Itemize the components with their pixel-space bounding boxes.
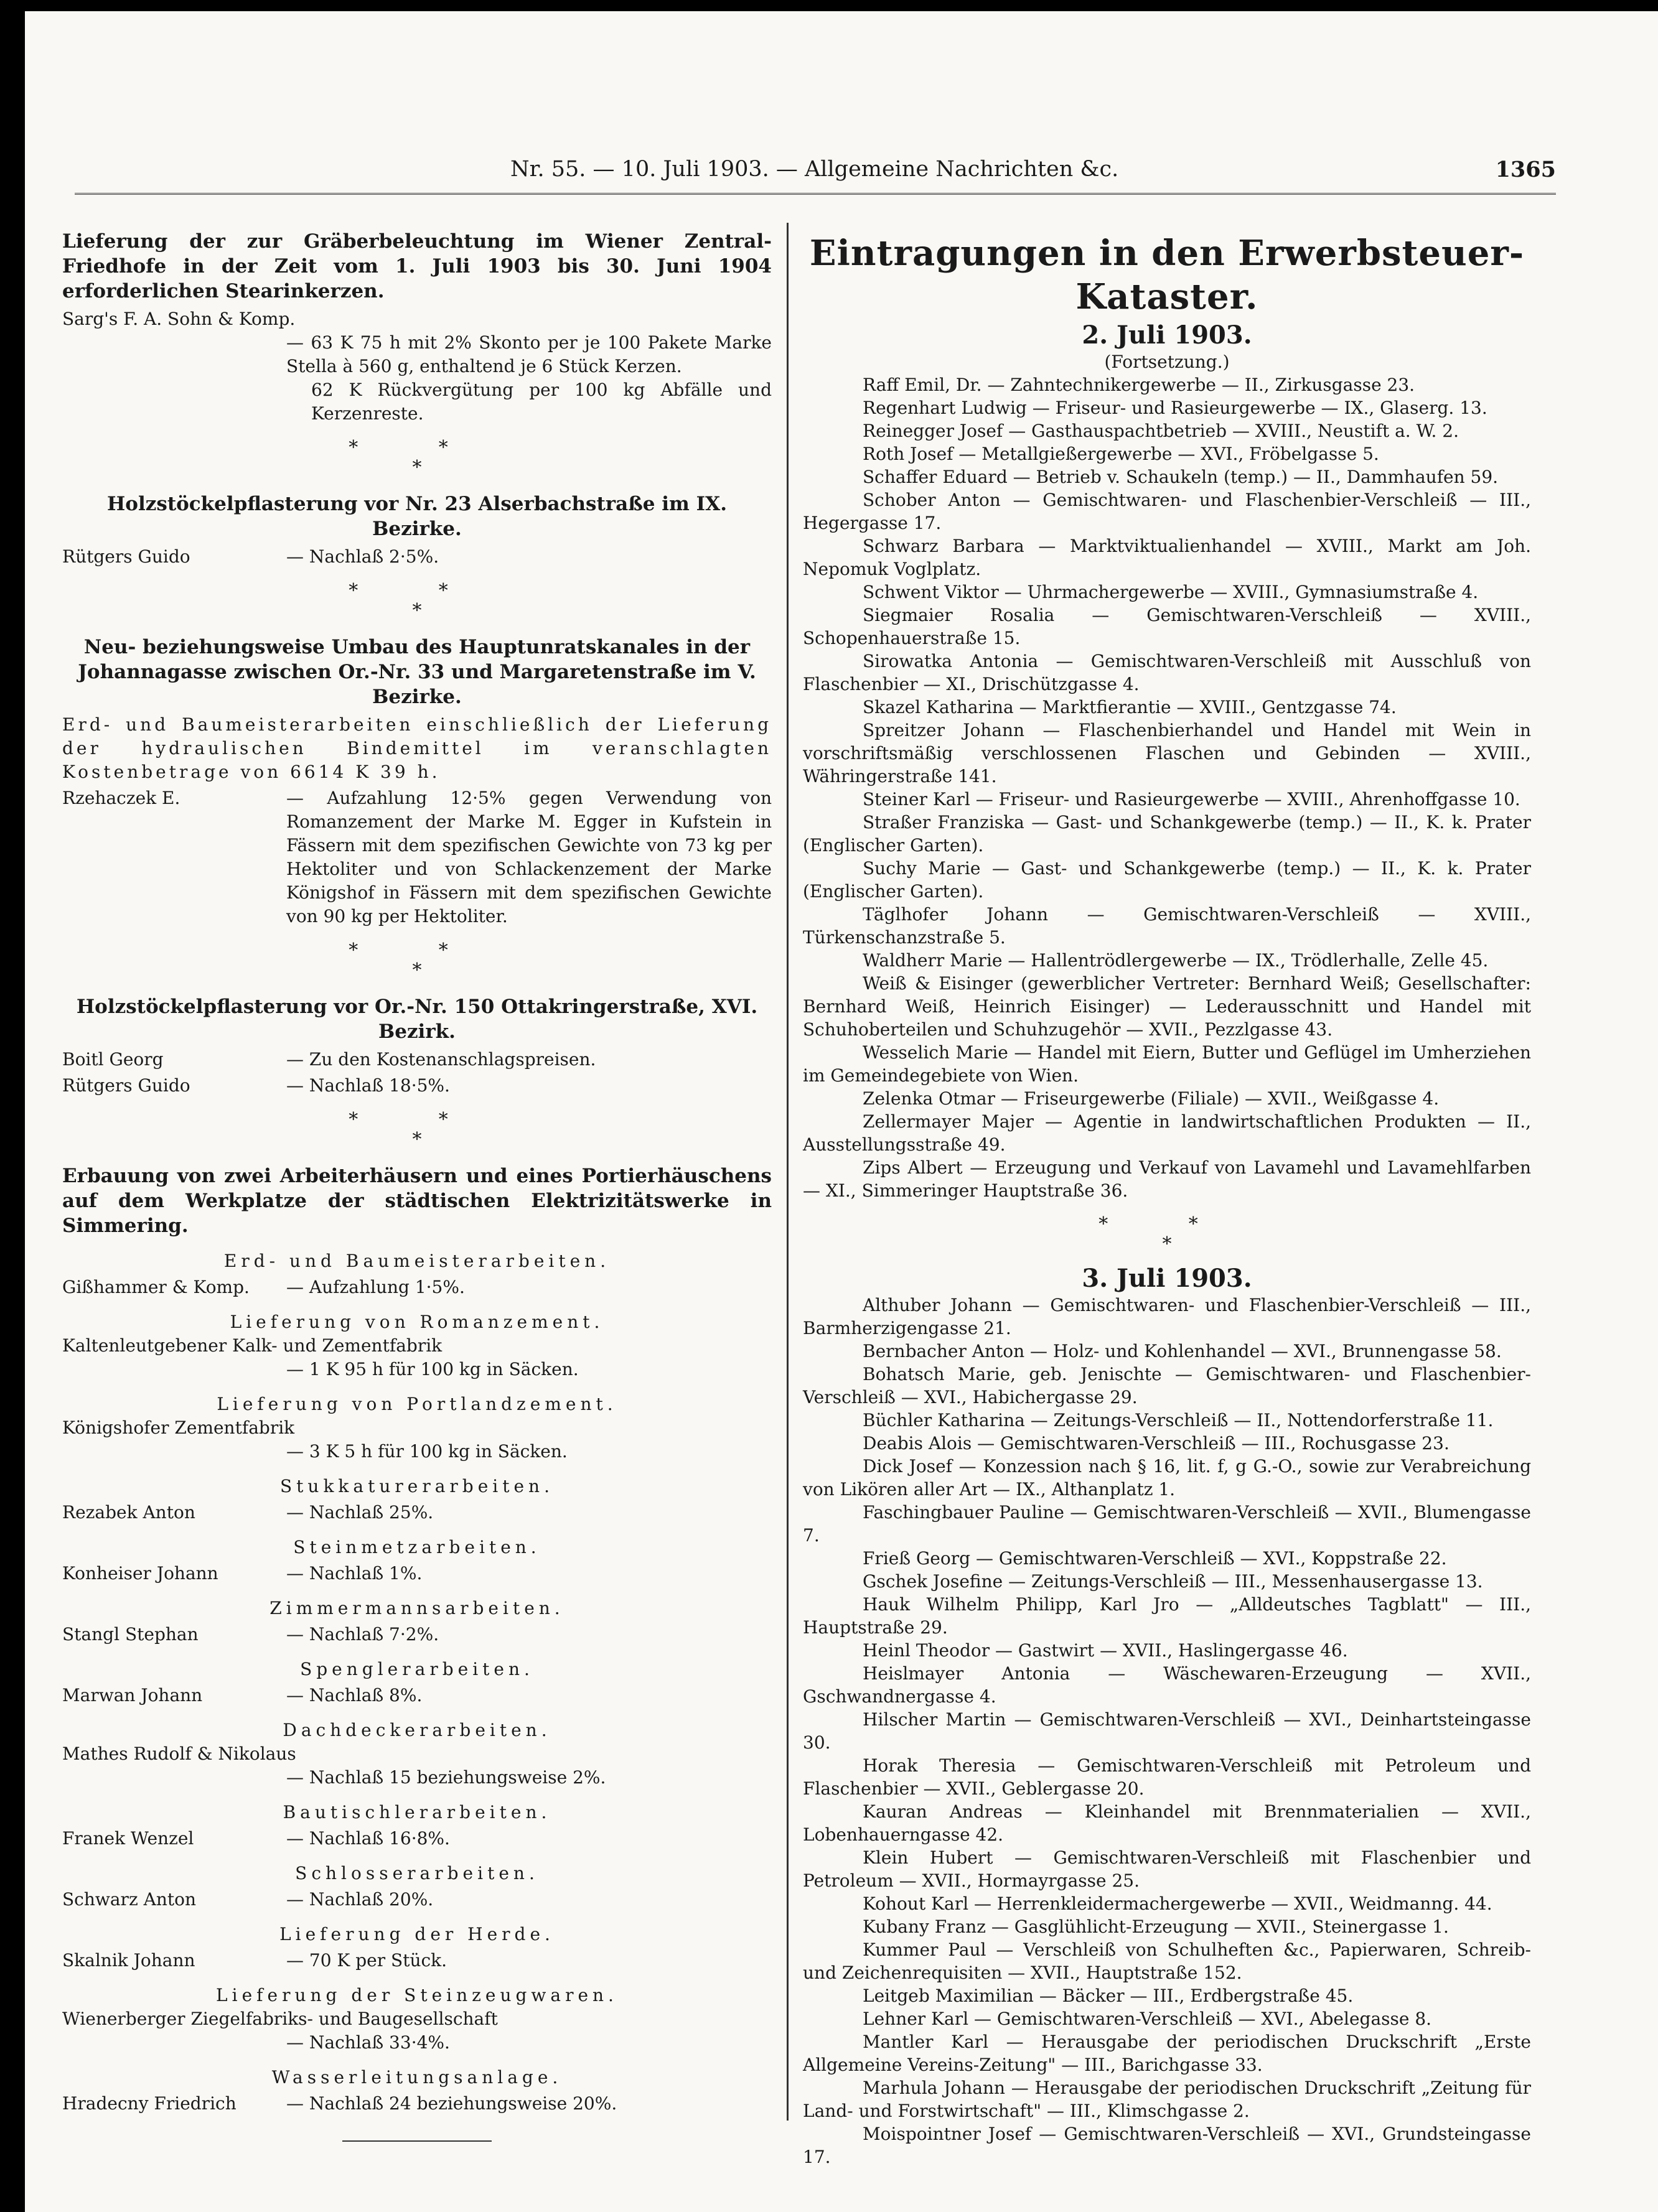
- register-entry: Zelenka Otmar — Friseurgewerbe (Filiale) — XVII., Weißgasse 4.: [863, 1088, 1440, 1109]
- register-entry: Reinegger Josef — Gasthauspachtbetrieb — XVIII., Neustift a. W. 2.: [863, 421, 1459, 441]
- bidder-name: Stangl Stephan: [62, 1624, 199, 1645]
- bidder-name: Mathes Rudolf & Nikolaus: [62, 1743, 296, 1764]
- register-entry: Hilscher Martin — Gemischtwaren-Verschleiß — XVI., Deinhartsteingasse 30.: [803, 1709, 1531, 1753]
- trade-label: Erd- und Baumeisterarbeiten.: [223, 1251, 611, 1271]
- register-entry: Deabis Alois — Gemischtwaren-Verschleiß — III., Rochusgasse 23.: [863, 1433, 1450, 1454]
- bid-text: — Nachlaß 24 beziehungsweise 20%.: [286, 2093, 617, 2114]
- trade-label: Zimmermannsarbeiten.: [269, 1598, 564, 1618]
- register-entry: Siegmaier Rosalia — Gemischtwaren-Verschleiß — XVIII., Schopenhauerstraße 15.: [803, 605, 1531, 648]
- section-heading: Holzstöckelpflasterung vor Nr. 23 Alserbachstraße im IX. Bezirke.: [107, 493, 727, 540]
- bidder-name: Königshofer Zementfabrik: [62, 1417, 295, 1438]
- register-entry: Mantler Karl — Herausgabe der periodischen Druckschrift „Erste Allgemeine Vereins-Zeitung" — III., Barichgasse 33.: [803, 2032, 1531, 2075]
- register-entry: Straßer Franziska — Gast- und Schankgewerbe (temp.) — II., K. k. Prater (Englischer Garten).: [803, 812, 1531, 856]
- bidder-name: Wienerberger Ziegelfabriks- und Baugesellschaft: [62, 2009, 498, 2029]
- bidder-name: Sarg's F. A. Sohn & Komp.: [62, 309, 296, 329]
- bidder-name: Skalnik Johann: [62, 1950, 195, 1971]
- trade-label: Schlosserarbeiten.: [295, 1863, 539, 1883]
- header-rule: [75, 193, 1556, 195]
- bidder-name: Rütgers Guido: [62, 546, 190, 567]
- register-entry: Zips Albert — Erzeugung und Verkauf von Lavamehl und Lavamehlfarben — XI., Simmeringer Hauptstraße 36.: [803, 1157, 1531, 1201]
- separator-stars: * * *: [349, 940, 485, 981]
- entry-list: [803, 1294, 1531, 2168]
- section-heading: Neu- beziehungsweise Umbau des Hauptunratskanales in der Johannagasse zwischen Or.-Nr. 33 und Margaretenstraße im V. Bezirke.: [78, 636, 756, 708]
- trade-label: Stukkaturerarbeiten.: [279, 1476, 554, 1496]
- bidder-name: Schwarz Anton: [62, 1889, 196, 1910]
- section-heading: Holzstöckelpflasterung vor Or.-Nr. 150 Ottakringerstraße, XVI. Bezirk.: [76, 996, 758, 1043]
- register-entry: Klein Hubert — Gemischtwaren-Verschleiß mit Flaschenbier und Petroleum — XVII., Hormayrgasse 25.: [803, 1847, 1531, 1891]
- register-entry: Moispointner Josef — Gemischtwaren-Verschleiß — XVI., Grundsteingasse 17.: [803, 2124, 1531, 2167]
- bid-text: — Nachlaß 15 beziehungsweise 2%.: [286, 1767, 606, 1788]
- bid-row: [62, 1501, 772, 1524]
- right-column: [803, 229, 1531, 2168]
- register-entry: Heinl Theodor — Gastwirt — XVII., Haslingergasse 46.: [863, 1640, 1348, 1661]
- register-entry: Spreitzer Johann — Flaschenbierhandel und Handel mit Wein in vorschriftsmäßig verschlossenen Flaschen und Gebinden — XVIII., Währingerstraße 141.: [803, 720, 1531, 786]
- bid-text: — 63 K 75 h mit 2% Skonto per je 100 Pakete Marke Stella à 560 g, enthaltend je 6 Stück Kerzen.: [286, 332, 772, 376]
- separator-stars: * * *: [349, 437, 485, 478]
- register-entry: Kohout Karl — Herrenkleidermachergewerbe — XVII., Weidmanng. 44.: [863, 1893, 1492, 1914]
- bid-row: [62, 1074, 772, 1098]
- bidder-name: Hradecny Friedrich: [62, 2093, 237, 2114]
- trade-label: Steinmetzarbeiten.: [293, 1537, 541, 1557]
- register-entry: Roth Josef — Metallgießergewerbe — XVI., Fröbelgasse 5.: [863, 444, 1379, 464]
- separator-stars: * * *: [349, 580, 485, 622]
- bidder-name: Konheiser Johann: [62, 1563, 218, 1584]
- register-entry: Schwent Viktor — Uhrmachergewerbe — XVIII., Gymnasiumstraße 4.: [863, 582, 1479, 602]
- bid-row: [62, 1888, 772, 1911]
- trade-label: Lieferung der Steinzeugwaren.: [216, 1985, 618, 2005]
- register-entry: Steiner Karl — Friseur- und Rasieurgewerbe — XVIII., Ahrenhoffgasse 10.: [863, 789, 1520, 810]
- section-heading: Lieferung der zur Gräberbeleuchtung im Wiener Zentral-Friedhofe in der Zeit vom 1. Juli 1903 bis 30. Juni 1904 erforderlichen Stearinkerzen.: [62, 230, 772, 302]
- register-entry: Schwarz Barbara — Marktviktualienhandel — XVIII., Markt am Joh. Nepomuk Voglplatz.: [803, 536, 1531, 579]
- bid-row: [62, 1827, 772, 1850]
- bidder-name: Boitl Georg: [62, 1049, 164, 1070]
- bid-row: [62, 1684, 772, 1707]
- date-heading: 3. Juli 1903.: [1082, 1264, 1252, 1293]
- bid-text: — 1 K 95 h für 100 kg in Säcken.: [286, 1359, 579, 1379]
- bidder-name: Gißhammer & Komp.: [62, 1277, 250, 1297]
- separator-stars: * * *: [1098, 1213, 1235, 1255]
- entry-list: [803, 373, 1531, 1202]
- bid-text: — Zu den Kostenanschlagspreisen.: [286, 1049, 596, 1070]
- register-entry: Weiß & Eisinger (gewerblicher Vertreter: Bernhard Weiß; Gesellschafter: Bernhard Weiß, Heinrich Eisinger) — Lederausschnitt und Handel mit Schuhoberteilen und Schuhzugehör — XVII., Pezzlgasse 43.: [803, 973, 1531, 1040]
- register-entry: Büchler Katharina — Zeitungs-Verschleiß — II., Nottendorferstraße 11.: [863, 1410, 1494, 1430]
- page-header: [75, 153, 1556, 190]
- bidder-name: Marwan Johann: [62, 1685, 203, 1706]
- bid-row: [62, 1949, 772, 1972]
- bid-text: — Nachlaß 7·2%.: [286, 1624, 439, 1645]
- bid-row: [62, 1048, 772, 1071]
- bid-text: — Aufzahlung 1·5%.: [286, 1277, 465, 1297]
- register-entry: Schaffer Eduard — Betrieb v. Schaukeln (temp.) — II., Dammhaufen 59.: [863, 467, 1499, 487]
- newspaper-page: [25, 11, 1658, 2212]
- register-entry: Sirowatka Antonia — Gemischtwaren-Verschleiß mit Ausschluß von Flaschenbier — XI., Drischützgasse 4.: [803, 651, 1531, 694]
- bid-text: — Nachlaß 8%.: [286, 1685, 423, 1706]
- bidder-name: Franek Wenzel: [62, 1828, 194, 1849]
- page-number: 1365: [1495, 157, 1556, 182]
- trade-label: Spenglerarbeiten.: [300, 1659, 534, 1679]
- bid-row: [62, 545, 772, 569]
- section-heading: Erbauung von zwei Arbeiterhäusern und eines Portierhäuschens auf dem Werkplatze der städtischen Elektrizitätswerke in Simmering.: [62, 1165, 772, 1237]
- register-entry: Horak Theresia — Gemischtwaren-Verschleiß mit Petroleum und Flaschenbier — XVII., Geblergasse 20.: [803, 1755, 1531, 1799]
- bid-text: — Nachlaß 18·5%.: [286, 1075, 450, 1096]
- register-entry: Bernbacher Anton — Holz- und Kohlenhandel — XVI., Brunnengasse 58.: [863, 1341, 1502, 1361]
- register-entry: Kummer Paul — Verschleiß von Schulheften &c., Papierwaren, Schreib- und Zeichenrequisiten — XVII., Hauptstraße 152.: [803, 1939, 1531, 1983]
- bidder-name: Rezabek Anton: [62, 1502, 195, 1523]
- register-entry: Raff Emil, Dr. — Zahntechnikergewerbe — II., Zirkusgasse 23.: [863, 375, 1415, 395]
- register-entry: Zellermayer Majer — Agentie in landwirtschaftlichen Produkten — II., Ausstellungsstraße 49.: [803, 1111, 1531, 1155]
- register-entry: Bohatsch Marie, geb. Jenischte — Gemischtwaren- und Flaschenbier-Verschleiß — XVI., Habichergasse 29.: [803, 1364, 1531, 1407]
- bid-text: — Aufzahlung 12·5% gegen Verwendung von Romanzement der Marke M. Egger in Kufstein in Fässern mit dem spezifischen Gewichte von 73 kg per Hektoliter und von Schlackenzement der Marke Königshof in Fässern mit dem spezifischen Gewichte von 90 kg per Hektoliter.: [286, 788, 772, 926]
- bidder-name: Rütgers Guido: [62, 1075, 190, 1096]
- register-entry: Wesselich Marie — Handel mit Eiern, Butter und Geflügel im Umherziehen im Gemeindegebiete von Wien.: [803, 1042, 1531, 1086]
- trade-label: Bautischlerarbeiten.: [283, 1802, 551, 1822]
- register-entry: Marhula Johann — Herausgabe der periodischen Druckschrift „Zeitung für Land- und Forstwirtschaft" — III., Klimschgasse 2.: [803, 2078, 1531, 2121]
- bidder-name: Rzehaczek E.: [62, 788, 180, 808]
- trade-label: Wasserleitungsanlage.: [271, 2067, 563, 2088]
- end-rule: [342, 2140, 492, 2142]
- register-entry: Lehner Karl — Gemischtwaren-Verschleiß — XVI., Abelegasse 8.: [863, 2009, 1432, 2029]
- bid-text: — Nachlaß 33·4%.: [286, 2032, 450, 2053]
- bid-text: — 3 K 5 h für 100 kg in Säcken.: [286, 1441, 568, 1462]
- trade-label: Dachdeckerarbeiten.: [283, 1720, 551, 1740]
- register-entry: Kubany Franz — Gasglühlicht-Erzeugung — XVII., Steinergasse 1.: [863, 1916, 1449, 1937]
- bid-text: 62 K Rückvergütung per 100 kg Abfälle und Kerzenreste.: [311, 380, 772, 424]
- register-entry: Faschingbauer Pauline — Gemischtwaren-Verschleiß — XVII., Blumengasse 7.: [803, 1502, 1531, 1546]
- bid-text: — Nachlaß 16·8%.: [286, 1828, 450, 1849]
- bid-row: [62, 1623, 772, 1646]
- register-entry: Frieß Georg — Gemischtwaren-Verschleiß — XVI., Koppstraße 22.: [863, 1548, 1447, 1569]
- register-entry: Dick Josef — Konzession nach § 16, lit. f, g G.-O., sowie zur Verabreichung von Likören aller Art — IX., Althanplatz 1.: [803, 1456, 1531, 1500]
- column-divider: [787, 223, 789, 2121]
- register-entry: Skazel Katharina — Marktfierantie — XVIII., Gentzgasse 74.: [863, 697, 1397, 717]
- work-description: Erd- und Baumeisterarbeiten einschließlich der Lieferung der hydraulischen Bindemittel im veranschlagten Kostenbetrage von 6614 K 39 h.: [62, 714, 772, 782]
- separator-stars: * * *: [349, 1109, 485, 1150]
- bid-text: — Nachlaß 20%.: [286, 1889, 434, 1910]
- header-title: Nr. 55. — 10. Juli 1903. — Allgemeine Nachrichten &c.: [510, 157, 1119, 182]
- register-entry: Täglhofer Johann — Gemischtwaren-Verschleiß — XVIII., Türkenschanzstraße 5.: [803, 904, 1531, 948]
- register-entry: Waldherr Marie — Hallentrödlergewerbe — IX., Trödlerhalle, Zelle 45.: [863, 950, 1489, 971]
- trade-label: Lieferung der Herde.: [279, 1924, 555, 1944]
- bid-row: [62, 786, 772, 928]
- trade-label: Lieferung von Portlandzement.: [217, 1394, 617, 1414]
- register-entry: Leitgeb Maximilian — Bäcker — III., Erdbergstraße 45.: [863, 1986, 1354, 2006]
- bid-text: — 70 K per Stück.: [286, 1950, 447, 1971]
- bid-text: — Nachlaß 1%.: [286, 1563, 423, 1584]
- bid-text: — Nachlaß 2·5%.: [286, 546, 439, 567]
- date-heading: 2. Juli 1903.: [1082, 320, 1252, 350]
- register-entry: Schober Anton — Gemischtwaren- und Flaschenbier-Verschleiß — III., Hegergasse 17.: [803, 490, 1531, 533]
- bid-row: [62, 1562, 772, 1585]
- register-entry: Hauk Wilhelm Philipp, Karl Jro — „Alldeutsches Tagblatt" — III., Hauptstraße 29.: [803, 1594, 1531, 1638]
- register-entry: Kauran Andreas — Kleinhandel mit Brennmaterialien — XVII., Lobenhauerngasse 42.: [803, 1801, 1531, 1845]
- register-entry: Gschek Josefine — Zeitungs-Verschleiß — III., Messenhausergasse 13.: [863, 1571, 1483, 1592]
- left-column: [62, 229, 772, 2142]
- continuation-note: (Fortsetzung.): [1104, 352, 1230, 372]
- bid-row: [62, 2092, 772, 2116]
- register-entry: Suchy Marie — Gast- und Schankgewerbe (temp.) — II., K. k. Prater (Englischer Garten).: [803, 858, 1531, 902]
- register-entry: Regenhart Ludwig — Friseur- und Rasieurgewerbe — IX., Glaserg. 13.: [863, 398, 1487, 418]
- trade-label: Lieferung von Romanzement.: [230, 1312, 604, 1332]
- bidder-name: Kaltenleutgebener Kalk- und Zementfabrik: [62, 1335, 443, 1356]
- register-entry: Heislmayer Antonia — Wäschewaren-Erzeugung — XVII., Gschwandnergasse 4.: [803, 1663, 1531, 1707]
- register-entry: Althuber Johann — Gemischtwaren- und Flaschenbier-Verschleiß — III., Barmherzigengasse 21.: [803, 1295, 1531, 1338]
- bid-text: — Nachlaß 25%.: [286, 1502, 434, 1523]
- section-title: Eintragungen in den Erwerbsteuer-Kataster.: [809, 233, 1525, 317]
- bid-row: [62, 1276, 772, 1299]
